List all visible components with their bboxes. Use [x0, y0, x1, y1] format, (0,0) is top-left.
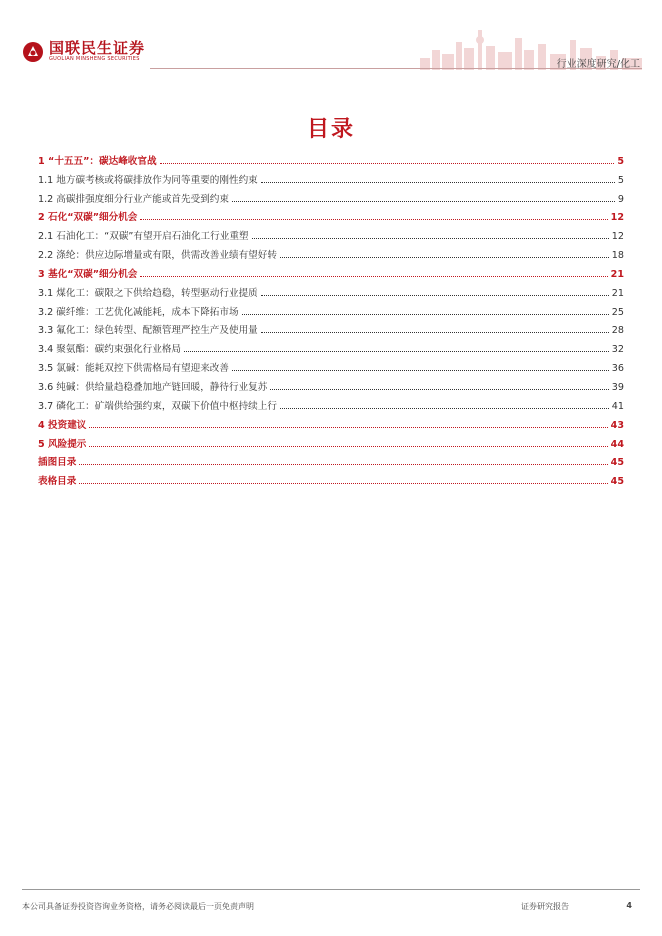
toc-entry-page: 25 [611, 306, 624, 318]
toc-entry-leader [280, 408, 609, 409]
toc-entry[interactable] [38, 468, 624, 487]
toc-entry[interactable] [38, 299, 624, 318]
footer-divider [22, 889, 640, 890]
toc-entry-leader [261, 295, 609, 296]
toc-entry-page: 36 [611, 363, 624, 375]
toc-entry-page: 12 [611, 231, 624, 243]
toc-entry[interactable] [38, 186, 624, 205]
toc-entry-page: 18 [611, 250, 624, 262]
footer-report-type: 证券研究报告 [521, 902, 569, 911]
toc-entry-label: 3.4 聚氨酯：碳约束强化行业格局 [38, 344, 182, 356]
toc-entry[interactable] [38, 412, 624, 431]
footer-disclaimer: 本公司具备证券投资咨询业务资格，请务必阅读最后一页免责声明 [22, 902, 254, 911]
toc-entry-page: 5 [617, 155, 624, 167]
toc-entry-label: 表格目录 [38, 476, 77, 488]
toc-title: 目录 [306, 117, 355, 142]
toc-entry-label: 3 基化“双碳”细分机会 [38, 268, 138, 280]
toc-entry-label: 4 投资建议 [38, 419, 87, 431]
toc-entry-label: 3.5 氯碱：能耗双控下供需格局有望迎来改善 [38, 363, 229, 375]
toc-entry-leader [140, 219, 607, 220]
toc-entry-leader [261, 182, 615, 183]
toc-entry-leader [261, 332, 609, 333]
toc-entry-page: 28 [611, 325, 624, 337]
toc-entry-label: 1.2 高碳排强度细分行业产能或首先受到约束 [38, 193, 229, 205]
toc-entry[interactable] [38, 148, 624, 167]
toc-entry[interactable] [38, 280, 624, 299]
brand-name-cn: 国联民生证券 [49, 39, 146, 57]
toc-entry-page: 45 [610, 457, 624, 469]
toc-entry-page: 45 [610, 476, 624, 488]
toc-entry-label: 2.2 涤纶：供应边际增量或有限，供需改善业绩有望好转 [38, 250, 277, 262]
toc-entry-label: 3.2 碳纤维：工艺优化减能耗，成本下降拓市场 [38, 306, 239, 318]
toc-entry-leader [232, 370, 609, 371]
toc-entry-page: 12 [610, 212, 624, 224]
toc-entry-page: 43 [610, 419, 624, 431]
toc-entry-page: 9 [617, 193, 624, 205]
toc-entry[interactable] [38, 261, 624, 280]
toc-entry-leader [89, 427, 607, 428]
toc-entry-page: 21 [610, 268, 624, 280]
toc-entry[interactable] [38, 242, 624, 261]
toc-entry[interactable] [38, 167, 624, 186]
toc-entry[interactable] [38, 318, 624, 337]
toc-entry[interactable] [38, 450, 624, 469]
toc-entry-label: 3.6 纯碱：供给量趋稳叠加地产链回暖，静待行业复苏 [38, 381, 268, 393]
toc-entry-leader [280, 257, 609, 258]
toc-entry-page: 5 [617, 174, 624, 186]
toc-entry-label: 3.1 煤化工：碳限之下供给趋稳，转型驱动行业提质 [38, 287, 258, 299]
toc-entry-leader [160, 163, 615, 164]
brand-logo-icon [22, 41, 44, 63]
toc-entry-page: 21 [611, 287, 624, 299]
toc-entry-label: 5 风险提示 [38, 438, 87, 450]
brand-name-en: GUOLIAN MINSHENG SECURITIES [49, 56, 140, 62]
toc-entry-leader [252, 238, 609, 239]
brand-logo [22, 40, 145, 63]
toc-entry-label: 1.1 地方碳考核或将碳排放作为同等重要的刚性约束 [38, 174, 258, 186]
toc-entry[interactable] [38, 205, 624, 224]
toc-entry-leader [232, 201, 615, 202]
toc-entry-leader [184, 351, 609, 352]
toc-entry-page: 39 [611, 381, 624, 393]
toc-entry-label: 1 “十五五”：碳达峰收官战 [38, 155, 157, 167]
toc-entry-page: 41 [611, 400, 624, 412]
toc-entry[interactable] [38, 431, 624, 450]
footer-page-number: 4 [626, 901, 632, 910]
toc-entry-leader [79, 483, 607, 484]
toc-entry-leader [89, 446, 607, 447]
table-of-contents [38, 148, 624, 487]
toc-entry-leader [270, 389, 608, 390]
toc-entry[interactable] [38, 374, 624, 393]
toc-entry-label: 插图目录 [38, 457, 77, 469]
toc-entry[interactable] [38, 336, 624, 355]
toc-entry-label: 2 石化“双碳”细分机会 [38, 212, 138, 224]
toc-entry-label: 2.1 石油化工：“双碳”有望开启石油化工行业重塑 [38, 231, 249, 243]
toc-entry-page: 32 [611, 344, 624, 356]
page-header [0, 0, 662, 80]
toc-entry[interactable] [38, 393, 624, 412]
toc-entry-page: 44 [610, 438, 624, 450]
toc-entry-leader [140, 276, 607, 277]
toc-entry[interactable] [38, 223, 624, 242]
toc-entry-label: 3.7 磷化工：矿端供给强约束，双碳下价值中枢持续上行 [38, 400, 277, 412]
toc-entry-leader [79, 464, 607, 465]
toc-entry[interactable] [38, 355, 624, 374]
report-category: 行业深度研究/化工 [556, 59, 640, 70]
toc-entry-leader [242, 314, 609, 315]
toc-entry-label: 3.3 氟化工：绿色转型、配额管理严控生产及使用量 [38, 325, 258, 337]
